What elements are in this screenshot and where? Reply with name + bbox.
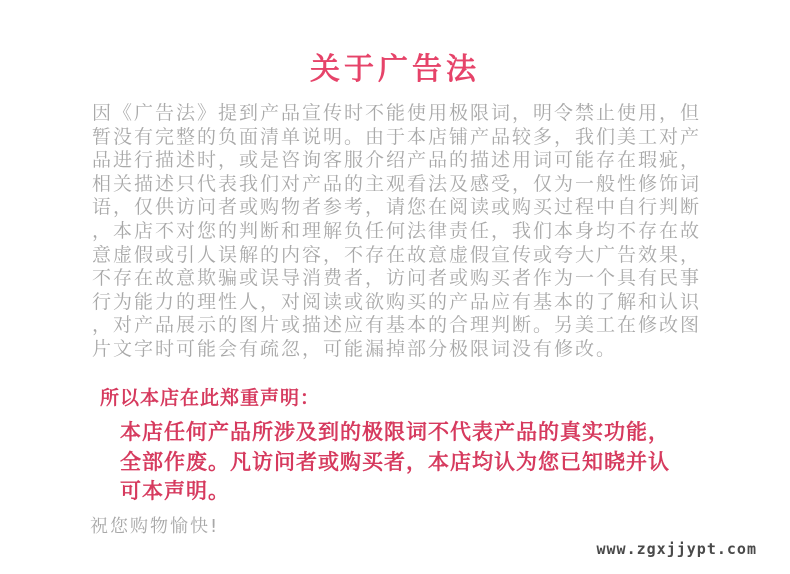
disclaimer-line: 行为能力的理性人，对阅读或欲购买的产品应有基本的了解和认识	[92, 290, 702, 313]
disclaimer-line: 片文字时可能会有疏忽，可能漏掉部分极限词没有修改。	[92, 337, 618, 360]
farewell-text: 祝您购物愉快!	[90, 516, 220, 537]
disclaimer-paragraph	[92, 102, 732, 362]
disclaimer-line: ，对产品展示的图片或描述应有基本的合理判断。另美工在修改图	[92, 314, 702, 337]
disclaimer-line: 品进行描述时，或是咨询客服介绍产品的描述用词可能存在瑕疵，	[92, 149, 702, 172]
statement-heading: 所以本店在此郑重声明：	[100, 387, 321, 409]
disclaimer-line: ，本店不对您的判断和理解负任何法律责任，我们本身均不存在故	[92, 219, 702, 242]
disclaimer-line: 不存在故意欺骗或误导消费者，访问者或购买者作为一个具有民事	[92, 267, 702, 290]
statement-section	[100, 387, 670, 507]
statement-line: 本店任何产品所涉及到的极限词不代表产品的真实功能，	[120, 420, 670, 444]
disclaimer-line: 因《广告法》提到产品宣传时不能使用极限词，明令禁止使用，但	[92, 102, 702, 124]
statement-body	[120, 418, 670, 507]
disclaimer-line: 暂没有完整的负面清单说明。由于本店铺产品较多，我们美工对产	[92, 125, 702, 148]
disclaimer-line: 意虚假或引人误解的内容，不存在故意虚假宣传或夸大广告效果，	[92, 243, 702, 266]
website-url: www.zgxjjypt.com	[596, 540, 757, 558]
statement-line: 可本声明。	[120, 479, 230, 503]
statement-line: 全部作废。凡访问者或购买者，本店均认为您已知晓并认	[120, 449, 670, 474]
disclaimer-line: 语，仅供访问者或购物者参考，请您在阅读或购买过程中自行判断	[92, 196, 702, 219]
disclaimer-line: 相关描述只代表我们对产品的主观看法及感受，仅为一般性修饰词	[92, 172, 702, 195]
page-title: 关于广告法	[310, 52, 480, 87]
